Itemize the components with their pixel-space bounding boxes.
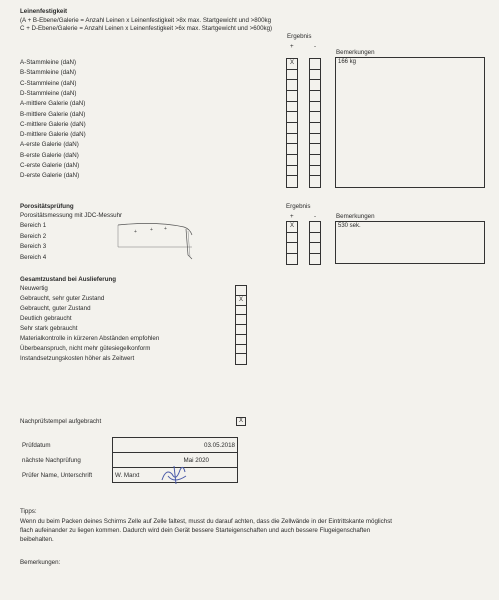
gesamt-row-label: Instandsetzungskosten höher als Zeitwert [20,355,135,362]
leinen-plus-checkbox[interactable] [287,166,297,177]
poro-row-label: Bereich 2 [20,232,47,240]
naechste-label: nächste Nachprüfung [22,456,81,464]
leinen-plus-checkbox[interactable] [287,70,297,81]
gesamt-checkbox[interactable] [236,306,246,316]
leinen-bemerkungen-box[interactable] [335,57,485,188]
naechste-field[interactable]: Mai 2020 [113,453,238,468]
stempel-label: Nachprüfstempel aufgebracht [20,418,102,425]
gesamt-row-label: Gebraucht, sehr guter Zustand [20,295,105,302]
poro-minus-label: - [314,213,317,220]
leinen-title: Leinenfestigkeit [20,8,68,15]
pruef-data-table [20,437,238,483]
poro-minus-checkbox[interactable] [310,254,320,265]
leinen-row-label: B-mittlere Galerie (daN) [20,110,86,118]
tipps-line1: Wenn du beim Packen deines Schirms Zelle auf Zelle faltest, musst du darauf achten, dass die Zellwände in der Eintrittskante möglichst [20,518,393,525]
pruefer-label: Prüfer Name, Unterschrift [22,471,93,479]
leinen-plus-column [286,58,298,188]
leinen-row-label: A-erste Galerie (daN) [20,141,79,149]
leinen-row-label: D-erste Galerie (daN) [20,172,80,180]
gesamt-checkbox[interactable]: X [236,296,246,306]
poro-note: 530 sek. [338,223,361,229]
leinen-plus-checkbox[interactable] [287,91,297,102]
gesamt-row-label: Neuwertig [20,285,48,292]
svg-text:+: + [164,226,167,232]
poro-bemerkungen-label: Bemerkungen [336,213,375,220]
leinen-minus-column [309,58,321,188]
leinen-row-label: D-mittlere Galerie (daN) [20,131,86,139]
poro-bemerkungen-box[interactable] [335,221,485,264]
poro-minus-checkbox[interactable] [310,243,320,254]
leinen-plus-checkbox[interactable] [287,144,297,155]
leinen-minus-checkbox[interactable] [310,123,320,134]
leinen-minus-label: - [314,43,317,50]
leinen-minus-checkbox[interactable] [310,70,320,81]
leinen-plus-checkbox[interactable]: X [287,59,297,70]
gesamt-row-label: Gebraucht, guter Zustand [20,305,91,312]
gesamt-check-column [235,285,247,365]
svg-text:+: + [150,227,153,233]
poro-row-label: Bereich 1 [20,222,47,229]
table-row [20,468,238,483]
gesamt-checkbox[interactable] [236,286,246,296]
tipps-title: Tipps: [20,508,37,515]
poro-plus-checkbox[interactable]: X [287,222,297,233]
poro-plus-checkbox[interactable] [287,254,297,265]
leinen-minus-checkbox[interactable] [310,112,320,123]
poro-minus-checkbox[interactable] [310,233,320,244]
leinen-minus-checkbox[interactable] [310,80,320,91]
leinen-minus-checkbox[interactable] [310,59,320,70]
leinen-row-label: C-erste Galerie (daN) [20,162,80,169]
gesamt-checkbox[interactable] [236,354,246,364]
signature-scribble [158,464,190,486]
leinen-plus-label: + [290,43,294,50]
leinen-plus-checkbox[interactable] [287,112,297,123]
leinen-plus-checkbox[interactable] [287,123,297,134]
gesamt-checkbox[interactable] [236,345,246,355]
table-row [20,453,238,468]
bemerkungen-footer-label: Bemerkungen: [20,559,61,566]
gesamt-title: Gesamtzustand bei Auslieferung [20,276,117,283]
leinen-plus-checkbox[interactable] [287,134,297,145]
poro-plus-checkbox[interactable] [287,233,297,244]
poro-plus-label: + [290,213,294,220]
leinen-row-label: C-mittlere Galerie (daN) [20,120,86,128]
gesamt-row-label: Materialkontrolle in kürzeren Abständen empfohlen [20,335,160,342]
leinen-row-label: A-mittlere Galerie (daN) [20,100,86,108]
leinen-row-label: C-Stammleine (daN) [20,79,77,87]
leinen-row-label: A-Stammleine (daN) [20,59,77,66]
svg-text:+: + [134,229,137,235]
poro-row-label: Bereich 4 [20,253,47,261]
pruefdatum-field[interactable]: 03.05.2018 [113,438,238,453]
poro-plus-checkbox[interactable] [287,243,297,254]
gesamt-row-label: Sehr stark gebraucht [20,325,78,332]
gesamt-row-label: Überbeanspruch, nicht mehr gütesiegelkonform [20,345,151,352]
poro-ergebnis-label: Ergebnis [286,203,311,210]
leinen-minus-checkbox[interactable] [310,176,320,187]
leinen-minus-checkbox[interactable] [310,91,320,102]
leinen-minus-checkbox[interactable] [310,166,320,177]
tipps-line3: beibehalten. [20,536,54,543]
leinen-minus-checkbox[interactable] [310,102,320,113]
leinen-plus-checkbox[interactable] [287,80,297,91]
wing-sketch-diagram [116,219,200,263]
leinen-minus-checkbox[interactable] [310,144,320,155]
gesamt-checkbox[interactable] [236,315,246,325]
poro-minus-column [309,221,321,265]
leinen-row-label: B-erste Galerie (daN) [20,151,79,159]
poro-subtitle: Porositätsmessung mit JDC-Messuhr [20,212,123,219]
leinen-row-label: D-Stammleine (daN) [20,89,77,97]
gesamt-checkbox[interactable] [236,335,246,345]
leinen-criteria-line2: C + D-Ebene/Galerie = Anzahl Leinen x Leinenfestigkeit >6x max. Startgewicht und >600kg) [20,25,273,32]
poro-row-label: Bereich 3 [20,243,47,250]
leinen-ergebnis-label: Ergebnis [287,33,312,40]
leinen-plus-checkbox[interactable] [287,155,297,166]
tipps-line2: flach aufeinander zu liegen kommen. Dadurch wird dein Gerät bessere Starteigenschaften und auch bessere Flugeigenschaften [20,527,371,534]
leinen-note: 166 kg [338,59,357,65]
table-row [20,438,238,453]
leinen-plus-checkbox[interactable] [287,102,297,113]
gesamt-checkbox[interactable] [236,325,246,335]
gesamt-row-label: Deutlich gebraucht [20,315,72,322]
pruefer-value: W. Marxt [115,471,140,479]
stempel-checkbox[interactable]: X [236,417,246,426]
poro-title: Porositätsprüfung [20,203,74,210]
leinen-row-label: B-Stammleine (daN) [20,69,77,77]
pruefdatum-label: Prüfdatum [22,441,51,449]
poro-minus-checkbox[interactable] [310,222,320,233]
poro-plus-column [286,221,298,265]
leinen-criteria-line1: (A + B-Ebene/Galerie = Anzahl Leinen x Leinenfestigkeit >8x max. Startgewicht und >800kg [20,17,272,24]
leinen-plus-checkbox[interactable] [287,176,297,187]
leinen-minus-checkbox[interactable] [310,134,320,145]
leinen-bemerkungen-label: Bemerkungen [336,49,375,56]
leinen-minus-checkbox[interactable] [310,155,320,166]
